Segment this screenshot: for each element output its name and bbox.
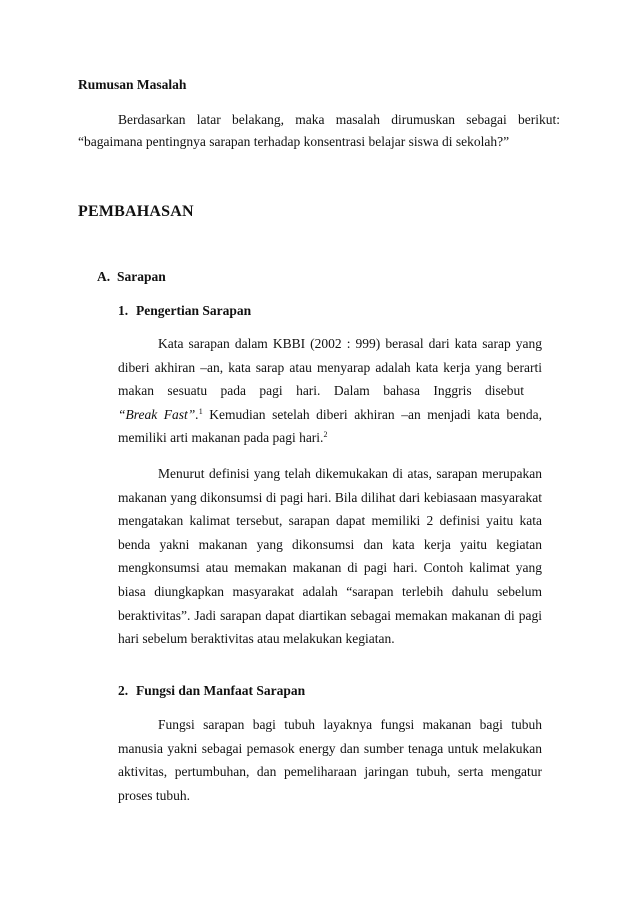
- subsection-2-number: 2.: [118, 683, 129, 698]
- heading-subsection-2: [118, 683, 305, 699]
- subsection-2-title: Fungsi dan Manfaat Sarapan: [136, 683, 306, 698]
- section-title-rumusan-masalah: Rumusan Masalah: [78, 77, 187, 92]
- rumusan-paragraph: Berdasarkan latar belakang, maka masalah dirumuskan sebagai berikut: “bagaimana pentingnya sarapan terhadap konsentrasi belajar siswa di sekolah?”: [78, 112, 560, 149]
- section-a-title: Sarapan: [117, 269, 166, 284]
- pengertian-paragraph-1: [118, 332, 542, 450]
- heading-subsection-1: [118, 303, 251, 319]
- pengertian-paragraph-2: Menurut definisi yang telah dikemukakan di atas, sarapan merupakan makanan yang dikonsumsi di pagi hari. Bila dilihat dari kebiasaan masyarakat mengatakan kalimat tersebut, sarapan dapat memiliki 2 definisi yaitu kata benda yakni makanan yang dikonsumsi dan kata kerja yaitu kegiatan mengkonsumsi atau memakan makanan di pagi hari. Contoh kalimat yang biasa diungkapkan masyarakat adalah “sarapan terlebih dahulu sebelum beraktivitas”. Jadi sarapan dapat diartikan sebagai memakan makanan di pagi hari sebelum beraktivitas atau melakukan kegiatan.: [118, 466, 542, 647]
- section-a-number: A.: [97, 269, 111, 284]
- fungsi-paragraph-1: Fungsi sarapan bagi tubuh layaknya fungsi makanan bagi tubuh manusia yakni sebagai pemasok energy dan sumber tenaga untuk melakukan aktivitas, pertumbuhan, dan pemeliharaan jaringan tubuh, serta mengatur proses tubuh.: [118, 717, 542, 803]
- break-fast-quote: “Break Fast”.: [118, 406, 199, 422]
- heading-pembahasan: PEMBAHASAN: [78, 203, 194, 220]
- heading-section-a: [97, 269, 166, 285]
- footnote-ref-2: 2: [323, 430, 328, 440]
- pengertian-p1-text: Kata sarapan dalam KBBI (2002 : 999) berasal dari kata sarap yang diberi akhiran –an, kata sarap atau menyarap adalah kata kerja yang berarti makan sesuatu pada pagi hari. Dalam bahasa Inggris disebut: [118, 336, 542, 399]
- subsection-1-title: Pengertian Sarapan: [136, 303, 252, 318]
- subsection-1-number: 1.: [118, 303, 129, 318]
- pengertian-p1-text-2: Kemudian setelah diberi akhiran –an menjadi kata benda, memiliki arti makanan pada pagi hari.: [118, 406, 543, 446]
- footnote-ref-1: 1: [198, 406, 203, 416]
